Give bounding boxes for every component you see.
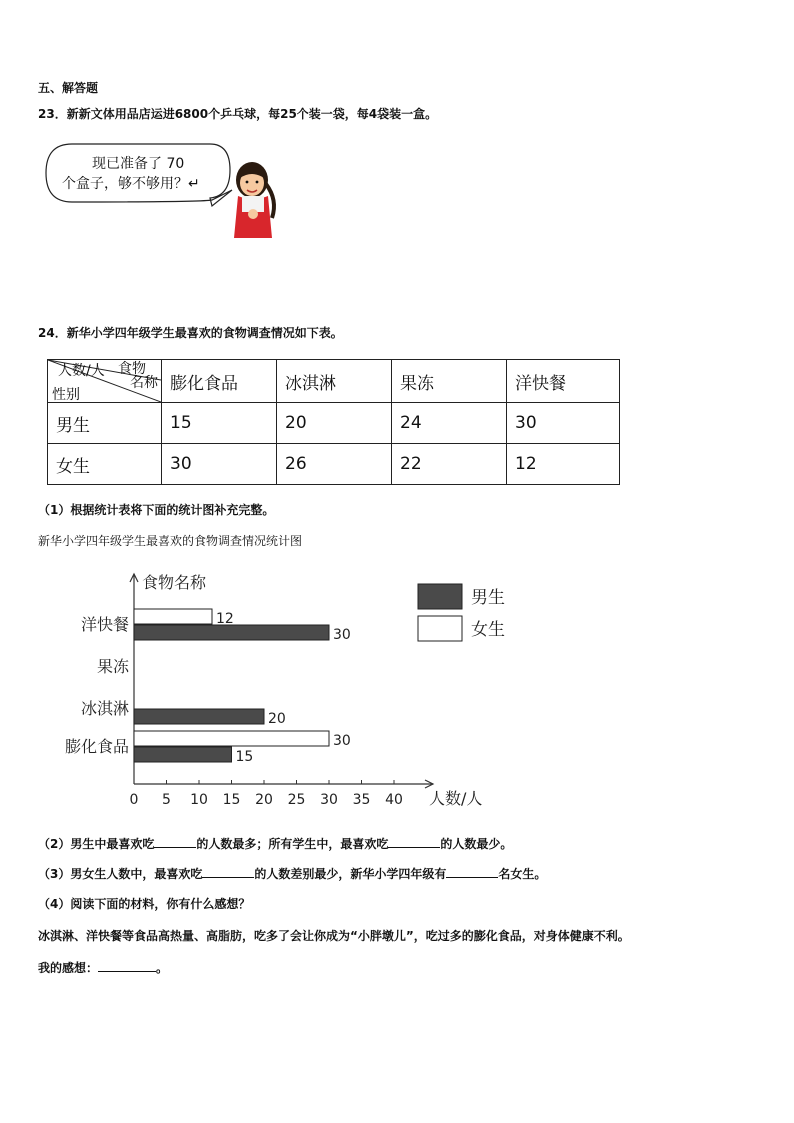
part-2-text-a: （2）男生中最喜欢吃 — [38, 837, 155, 851]
table-cell: 26 — [277, 444, 392, 485]
bar-chart — [0, 560, 560, 815]
table-cell: 30 — [507, 403, 620, 444]
table-cell: 12 — [507, 444, 620, 485]
part-2-text-b: 的人数最多；所有学生中，最喜欢吃 — [196, 837, 389, 851]
x-tick-label: 5 — [162, 792, 171, 808]
x-tick-label: 10 — [190, 792, 208, 808]
girl-figure-icon — [234, 162, 274, 238]
table-header-cell: 洋快餐 — [507, 360, 620, 403]
bar-female — [134, 731, 329, 746]
category-label: 果冻 — [96, 657, 129, 676]
part-3-text — [38, 864, 546, 882]
answer-blank-1[interactable] — [154, 834, 196, 848]
legend-label: 女生 — [471, 620, 505, 640]
table-header-cell: 冰淇淋 — [277, 360, 392, 403]
table-header-cell: 膨化食品 — [162, 360, 277, 403]
answer-blank-3[interactable] — [202, 864, 254, 878]
survey-table — [47, 359, 620, 485]
bar-male — [134, 747, 232, 762]
answer-blank-2[interactable] — [388, 834, 440, 848]
x-tick-label: 35 — [352, 792, 371, 808]
feeling-line — [38, 958, 168, 976]
question-23-text: 23．新新文体用品店运进6800个乒乓球，每25个装一袋，每4袋装一盒。 — [38, 107, 438, 121]
answer-blank-4[interactable] — [446, 864, 498, 878]
speech-bubble-line-2: 个盒子，够不够用？↵ — [62, 176, 200, 192]
x-tick-label: 0 — [129, 792, 139, 808]
part-2-text-c: 的人数最少。 — [440, 837, 513, 851]
table-cell: 20 — [277, 403, 392, 444]
part-3-text-a: （3）男女生人数中，最喜欢吃 — [38, 867, 203, 881]
bar-male — [134, 625, 329, 640]
table-row — [48, 403, 620, 444]
section-title: 五、解答题 — [38, 81, 99, 95]
corner-label-food: 食物 — [118, 361, 146, 377]
part-1-text: （1）根据统计表将下面的统计图补充完整。 — [38, 503, 275, 517]
chart-title: 新华小学四年级学生最喜欢的食物调查情况统计图 — [38, 534, 303, 548]
table-row-label: 女生 — [48, 444, 162, 485]
table-cell: 30 — [162, 444, 277, 485]
bar-data-label: 30 — [333, 733, 351, 749]
table-corner-cell — [48, 360, 162, 403]
y-axis-label: 食物名称 — [142, 573, 207, 592]
x-tick-label: 40 — [385, 792, 403, 808]
legend-label: 男生 — [471, 588, 505, 608]
legend-swatch — [418, 616, 462, 641]
question-24-intro: 24．新华小学四年级学生最喜欢的食物调查情况如下表。 — [38, 326, 343, 340]
feeling-label: 我的感想： — [38, 961, 99, 975]
x-tick-label: 25 — [287, 792, 306, 808]
x-tick-label: 20 — [255, 792, 273, 808]
corner-label-name: 名称 — [130, 375, 158, 391]
bar-data-label: 30 — [333, 627, 351, 643]
bar-data-label: 20 — [268, 711, 286, 727]
bar-female — [134, 609, 212, 624]
feeling-end: 。 — [156, 961, 169, 975]
x-tick-label: 15 — [222, 792, 241, 808]
table-header-cell: 果冻 — [392, 360, 507, 403]
part-2-text — [38, 834, 512, 852]
x-axis-label: 人数/人 — [429, 789, 483, 808]
part-3-text-c: 名女生。 — [498, 867, 547, 881]
table-row-label: 男生 — [48, 403, 162, 444]
bar-data-label: 12 — [216, 611, 234, 627]
category-label: 冰淇淋 — [80, 699, 129, 718]
speech-bubble-line-1: 现已准备了 70 — [92, 156, 185, 172]
table-cell: 24 — [392, 403, 507, 444]
corner-label-count: 人数/人 — [58, 363, 105, 379]
bar-male — [134, 709, 264, 724]
bar-data-label: 15 — [235, 749, 254, 765]
corner-label-gender: 性别 — [52, 387, 80, 403]
category-label: 洋快餐 — [80, 615, 129, 634]
category-label: 膨化食品 — [64, 737, 129, 756]
part-3-text-b: 的人数差别最少，新华小学四年级有 — [254, 867, 447, 881]
table-cell: 15 — [162, 403, 277, 444]
table-header-row — [48, 360, 620, 403]
x-tick-label: 30 — [320, 792, 338, 808]
answer-blank-5[interactable] — [98, 958, 156, 972]
table-row — [48, 444, 620, 485]
table-cell: 22 — [392, 444, 507, 485]
legend-swatch — [418, 584, 462, 609]
reading-material: 冰淇淋、洋快餐等食品高热量、高脂肪，吃多了会让你成为“小胖墩儿”，吃过多的膨化食品，对身体健康不利。 — [38, 929, 630, 943]
part-4-text: （4）阅读下面的材料，你有什么感想？ — [38, 897, 251, 911]
